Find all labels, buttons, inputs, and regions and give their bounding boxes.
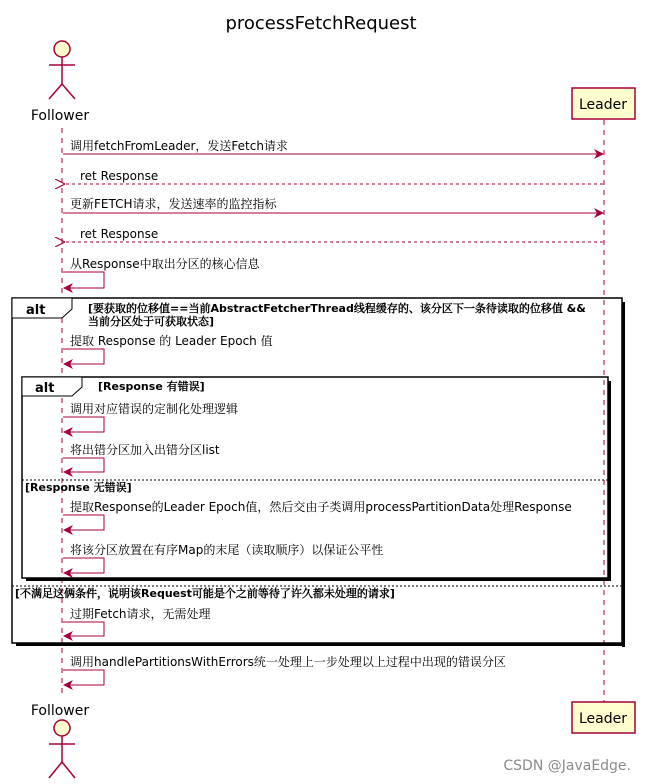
self-message-arrow [63, 622, 104, 636]
message-label: 将该分区放置在有序Map的末尾（读取顺序）以保证公平性 [70, 543, 384, 557]
outer-alt-shadow-bottom [16, 643, 625, 646]
diagram-title: processFetchRequest [225, 13, 417, 34]
message-label: 过期Fetch请求，无需处理 [70, 607, 211, 621]
self-message-arrow [63, 349, 104, 364]
leader-label-top: Leader [578, 97, 628, 113]
inner-alt-condition: [Response 有错误] [98, 380, 205, 393]
message-label: 调用对应错误的定制化处理逻辑 [70, 402, 239, 416]
inner-alt-shadow-bottom [26, 578, 611, 581]
outer-alt-condition-line2: 当前分区处于可获取状态] [88, 315, 215, 328]
message-label: 更新FETCH请求，发送速率的监控指标 [70, 197, 277, 211]
message-label: 将出错分区加入出错分区list [70, 443, 220, 457]
self-message-arrow [63, 458, 104, 472]
message-label: 调用handlePartitionsWithErrors统一处理上一步处理以上过程中出现的错误分区 [70, 655, 506, 669]
leader-participant-bottom [572, 702, 635, 733]
outer-alt-shadow-right [622, 302, 625, 647]
message-label: 调用fetchFromLeader，发送Fetch请求 [70, 139, 288, 153]
follower-label-top: Follower [30, 108, 90, 124]
message-label: 从Response中取出分区的核心信息 [70, 257, 260, 271]
self-message-arrow [63, 417, 104, 432]
message-label: 提取 Response 的 Leader Epoch 值 [70, 334, 273, 348]
leader-label-bottom: Leader [578, 711, 628, 727]
message-label: 提取Response的Leader Epoch值，然后交由子类调用processPartitionData处理Response [70, 500, 572, 514]
self-message-arrow [63, 558, 104, 573]
inner-alt-else-condition: [Response 无错误] [25, 481, 132, 494]
inner-alt-keyword: alt [35, 381, 55, 396]
self-message-arrow [63, 670, 104, 685]
leader-participant-top [572, 88, 635, 119]
self-message-arrow [63, 515, 104, 530]
inner-alt-shadow-right [608, 381, 611, 581]
message-label: ret Response [80, 227, 159, 241]
follower-actor-top [31, 41, 90, 124]
outer-alt-else-condition: [不满足这俩条件，说明该Request可能是个之前等待了许久都未处理的请求] [15, 587, 395, 600]
self-message-arrow [63, 272, 104, 288]
actor-stick-figure-icon [49, 41, 75, 99]
outer-alt-keyword: alt [26, 303, 46, 318]
message-label: ret Response [80, 169, 159, 183]
outer-alt-condition-line1: [要获取的位移值==当前AbstractFetcherThread线程缓存的、该分区下一条待读取的位移值 && [88, 302, 586, 315]
follower-actor-bottom [31, 703, 90, 778]
watermark: CSDN @JavaEdge. [503, 758, 631, 774]
actor-stick-figure-icon [49, 720, 75, 778]
follower-label-bottom: Follower [30, 703, 90, 719]
